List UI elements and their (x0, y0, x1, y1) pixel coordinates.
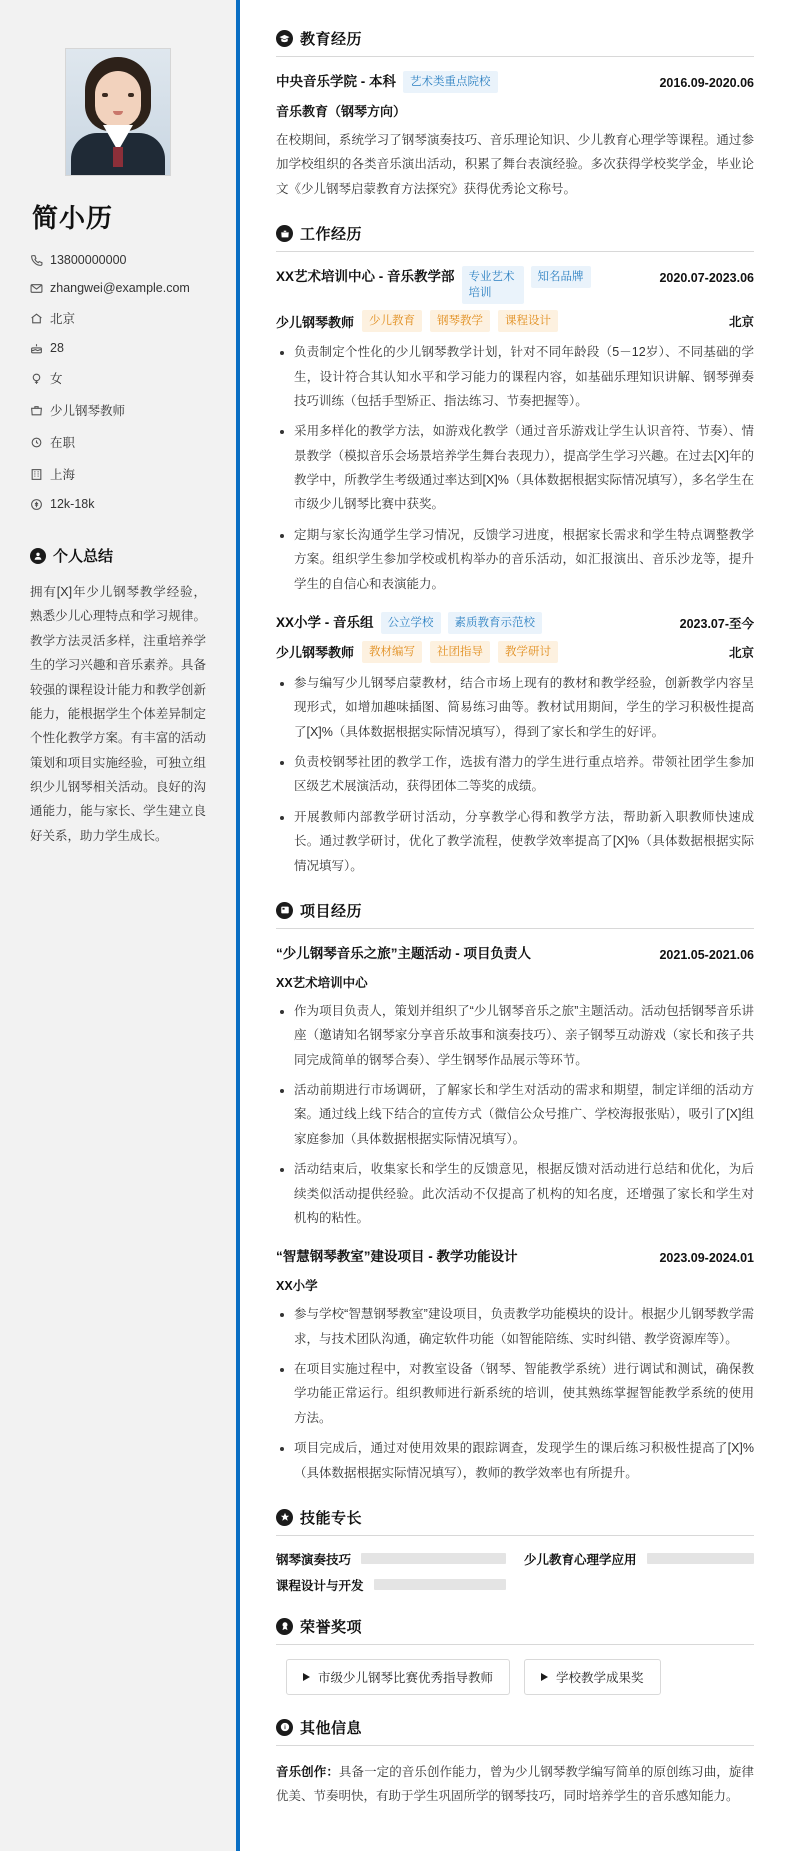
bullet-item: • 项目完成后，通过对使用效果的跟踪调查，发现学生的课后练习积极性提高了[X]%（具体数据根据实际情况填写），教师的教学效率也有所提升。 (294, 1436, 754, 1485)
summary-section-title (30, 545, 206, 566)
contact-item-gender (30, 369, 206, 387)
section-title: 技能专长 (300, 1509, 363, 1527)
skill-tag: 教材编写 (362, 641, 422, 663)
skill-item (276, 1576, 506, 1594)
summary-title-text: 个人总结 (53, 548, 114, 565)
project-date: 2021.05-2021.06 (659, 947, 754, 962)
skill-item (524, 1550, 754, 1568)
summary-text: 拥有[X]年少儿钢琴教学经验，熟悉少儿心理特点和学习规律。教学方法灵活多样，注重培养学生的学习兴趣和音乐素养。具备较强的课程设计能力和教学创新能力，能根据学生个体差异制定个性化教学方案。有丰富的活动策划和项目实施经验，可独立组织少儿钢琴相关活动。良好的沟通能力，能与家长、学生建立良好关系，助力学生成长。 (30, 585, 206, 843)
section-projects (276, 900, 754, 1485)
work-entry (276, 266, 754, 596)
mail-icon (30, 282, 50, 295)
company-tag: 素质教育示范校 (448, 612, 543, 634)
section-work (276, 223, 754, 878)
arrow-icon (303, 1673, 310, 1681)
contact-value: 少儿钢琴教师 (50, 404, 126, 418)
contact-item-hometown (30, 309, 206, 327)
award-label: 学校教学成果奖 (556, 1670, 644, 1685)
contact-value: 12k-18k (50, 497, 95, 511)
contact-list (30, 253, 206, 511)
work-bullets (276, 340, 754, 596)
work-entry (276, 612, 754, 878)
project-org: XX小学 (276, 1279, 318, 1294)
profile-photo (65, 48, 171, 176)
other-text: 具备一定的音乐创作能力，曾为少儿钢琴教学编写简单的原创练习曲，旋律优美、节奏明快，有助于学生巩固所学的钢琴技巧，同时培养学生的音乐感知能力。 (276, 1764, 754, 1804)
bullet-item: • 参与学校“智慧钢琴教室”建设项目，负责教学功能模块的设计。根据少儿钢琴教学需求，与技术团队沟通，确定软件功能（如智能陪练、实时纠错、教学资源库等）。 (294, 1302, 754, 1351)
section-title: 项目经历 (300, 902, 363, 920)
graduation-icon (276, 30, 293, 47)
project-bullets (276, 999, 754, 1230)
salary-icon (30, 498, 50, 511)
skill-tag: 教学研讨 (498, 641, 558, 663)
section-header-skills (276, 1507, 754, 1536)
sidebar (0, 0, 240, 1851)
award-label: 市级少儿钢琴比赛优秀指导教师 (318, 1670, 494, 1685)
contact-value: 28 (50, 341, 64, 355)
contact-value: 北京 (50, 312, 76, 326)
contact-item-position (30, 401, 206, 419)
skill-tag: 课程设计 (498, 310, 558, 332)
skill-bar (361, 1553, 506, 1564)
section-title: 工作经历 (300, 226, 363, 244)
section-education (276, 28, 754, 201)
contact-value: 13800000000 (50, 253, 127, 267)
project-date: 2023.09-2024.01 (659, 1251, 754, 1266)
status-icon (30, 436, 50, 449)
award-item (524, 1659, 661, 1695)
project-entry (276, 943, 754, 1230)
bullet-item: • 活动前期进行市场调研，了解家长和学生对活动的需求和期望，制定详细的活动方案。通过线上线下结合的宣传方式（微信公众号推广、学校海报张贴），吸引了[X]组家庭参加（具体数据根据实际情况填写）。 (294, 1078, 754, 1151)
home-icon (30, 312, 50, 325)
bullet-item: • 活动结束后，收集家长和学生的反馈意见，根据反馈对活动进行总结和优化，为后续类似活动提供经验。此次活动不仅提高了机构的知名度，还增强了家长和学生对机构的粘性。 (294, 1157, 754, 1230)
school-tag: 艺术类重点院校 (403, 71, 498, 93)
bullet-item: • 作为项目负责人，策划并组织了“少儿钢琴音乐之旅”主题活动。活动包括钢琴音乐讲座（邀请知名钢琴家分享音乐故事和演奏技巧）、亲子钢琴互动游戏（家长和孩子共同完成简单的钢琴合奏）、学生钢琴作品展示等环节。 (294, 999, 754, 1072)
bullet-item: • 开展教师内部教学研讨活动，分享教学心得和教学方法，帮助新入职教师快速成长。通过教学研讨，优化了教学流程，使教学效率提高了[X]%（具体数据根据实际情况填写）。 (294, 805, 754, 878)
section-header-other (276, 1717, 754, 1746)
work-date: 2023.07-至今 (679, 616, 754, 631)
contact-item-age (30, 341, 206, 355)
project-bullets (276, 1302, 754, 1485)
bullet-item: • 负责校钢琴社团的教学工作，选拔有潜力的学生进行重点培养。带领社团学生参加区级艺术展演活动，获得团体二等奖的成绩。 (294, 750, 754, 799)
company-tag: 知名品牌 (531, 266, 591, 288)
work-location: 北京 (728, 315, 754, 330)
education-date: 2016.09-2020.06 (659, 76, 754, 90)
company-name: XX艺术培训中心 - 音乐教学部 (276, 269, 455, 285)
arrow-icon (541, 1673, 548, 1681)
page-title: 简小历 (32, 203, 114, 233)
main-content (240, 0, 794, 1851)
work-location: 北京 (728, 645, 754, 660)
contact-value: 在职 (50, 436, 76, 450)
project-org: XX艺术培训中心 (276, 975, 368, 990)
school-name: 中央音乐学院 - 本科 (276, 74, 396, 89)
section-header-work (276, 223, 754, 252)
section-header-projects (276, 900, 754, 929)
section-header-awards (276, 1616, 754, 1645)
bullet-item: • 在项目实施过程中，对教室设备（钢琴、智能教学系统）进行调试和测试，确保教学功能正常运行。组织教师进行新系统的培训，使其熟练掌握智能教学系统的使用方法。 (294, 1357, 754, 1430)
other-label: 音乐创作： (276, 1764, 339, 1779)
award-icon (276, 1618, 293, 1635)
education-major: 音乐教育（钢琴方向） (276, 104, 407, 119)
project-name: “少儿钢琴音乐之旅”主题活动 - 项目负责人 (276, 945, 531, 961)
contact-item-city (30, 465, 206, 483)
cake-icon (30, 342, 50, 355)
contact-value: 上海 (50, 468, 76, 482)
award-item (286, 1659, 510, 1695)
work-date: 2020.07-2023.06 (659, 271, 754, 286)
gender-icon (30, 372, 50, 385)
skills-grid (276, 1550, 754, 1594)
work-bullets (276, 671, 754, 878)
contact-value: zhangwei@example.com (50, 281, 190, 295)
job-title: 少儿钢琴教师 (276, 645, 355, 661)
skill-tag: 社团指导 (430, 641, 490, 663)
skills-icon (276, 1509, 293, 1526)
awards-list (276, 1659, 754, 1695)
briefcase-icon (30, 404, 50, 417)
skill-bar (374, 1579, 506, 1590)
bullet-item: • 采用多样化的教学方法，如游戏化教学（通过音乐游戏让学生认识音符、节奏）、情景教学（模拟音乐会场景培养学生舞台表现力），提高学生学习兴趣。在过去[X]年的教学中，所教学生考级通过率达到[X]%（具体数据根据实际情况填写），多名学生在市级少儿钢琴比赛中获奖。 (294, 419, 754, 517)
project-entry (276, 1246, 754, 1485)
skill-label: 少儿教育心理学应用 (524, 1552, 637, 1567)
person-icon (30, 548, 46, 564)
job-title: 少儿钢琴教师 (276, 314, 355, 330)
skill-tag: 钢琴教学 (430, 310, 490, 332)
section-skills (276, 1507, 754, 1594)
other-item (276, 1760, 754, 1809)
company-tag: 专业艺术培训 (462, 266, 524, 304)
bullet-item: • 参与编写少儿钢琴启蒙教材，结合市场上现有的教材和教学经验，创新教学内容呈现形式，如增加趣味插图、简易练习曲等。教材试用期间，学生的学习积极性提高了[X]%（具体数据根据实际情况填写），得到了家长和学生的好评。 (294, 671, 754, 744)
section-header-education (276, 28, 754, 57)
contact-item-status (30, 433, 206, 451)
skill-bar (647, 1553, 754, 1564)
skill-item (276, 1550, 506, 1568)
project-name: “智慧钢琴教室”建设项目 - 教学功能设计 (276, 1249, 518, 1265)
education-description: 在校期间，系统学习了钢琴演奏技巧、音乐理论知识、少儿教育心理学等课程。通过参加学校组织的各类音乐演出活动，积累了舞台表演经验。多次获得学校奖学金，毕业论文《少儿钢琴启蒙教育方法探究》获得优秀论文称号。 (276, 133, 754, 196)
phone-icon (30, 254, 50, 267)
bullet-item: • 定期与家长沟通学生学习情况，反馈学习进度，根据家长需求和学生特点调整教学方案。组织学生参加学校或机构举办的音乐活动，如汇报演出、音乐沙龙等，提升学生的自信心和表演能力。 (294, 523, 754, 596)
contact-item-email (30, 281, 206, 295)
company-name: XX小学 - 音乐组 (276, 614, 374, 630)
bullet-item: • 负责制定个性化的少儿钢琴教学计划，针对不同年龄段（5－12岁）、不同基础的学生，设计符合其认知水平和学习能力的课程内容，如基础乐理知识讲解、钢琴弹奏技巧训练（包括手型矫正、指法练习、节奏把握等）。 (294, 340, 754, 413)
briefcase-icon (276, 225, 293, 242)
skill-label: 钢琴演奏技巧 (276, 1552, 352, 1567)
building-icon (30, 468, 50, 481)
skill-tag: 少儿教育 (362, 310, 422, 332)
project-icon (276, 902, 293, 919)
info-icon (276, 1719, 293, 1736)
section-title: 其他信息 (300, 1719, 363, 1737)
section-other (276, 1717, 754, 1809)
contact-item-salary (30, 497, 206, 511)
section-title: 荣誉奖项 (300, 1618, 363, 1636)
company-tag: 公立学校 (381, 612, 441, 634)
education-entry (276, 71, 754, 201)
contact-value: 女 (50, 372, 63, 386)
section-title: 教育经历 (300, 31, 363, 48)
skill-label: 课程设计与开发 (276, 1578, 364, 1593)
contact-item-phone (30, 253, 206, 267)
